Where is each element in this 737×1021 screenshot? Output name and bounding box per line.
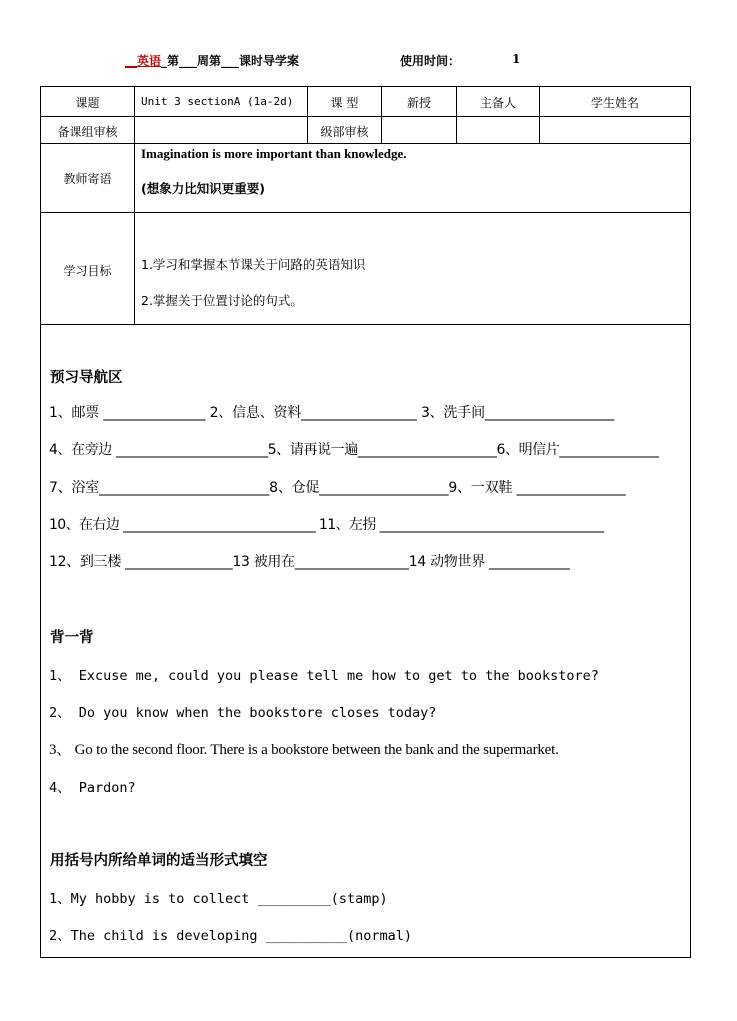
recite-sentence-3: 3、 Go to the second floor. There is a bookstore between the bank and the supermarket.: [49, 742, 559, 758]
recite-sentence-2: 2、 Do you know when the bookstore closes today?: [49, 705, 437, 721]
subject-label: __英语: [125, 54, 162, 68]
vocab-line-3: 7、浴室_________________________8、仓促___________________9、一双鞋 ________________: [49, 480, 626, 496]
topic-label: 课题: [75, 96, 100, 110]
vocab-line-5: 12、到三楼 ________________13 被用在_________________14 动物世界 ____________: [49, 554, 570, 570]
teacher-quote-cn: (想象力比知识更重要): [141, 181, 265, 196]
group-review-label: 备课组审核: [57, 125, 118, 139]
learning-goal-2: 2.掌握关于位置讨论的句式。: [141, 293, 303, 308]
page-number: 1: [512, 52, 521, 66]
vocab-line-4: 10、在右边 ______________________________ 11、左拐 ___________________________________: [49, 517, 604, 533]
preview-title: 预习导航区: [50, 370, 123, 386]
vocab-line-2: 4、在旁边 _______________________5、请再说一遍_____________________6、明信片_______________: [49, 442, 659, 458]
page-header: [125, 52, 521, 69]
recite-sentence-1: 1、 Excuse me, could you please tell me how to get to the bookstore?: [49, 668, 599, 684]
topic-value: Unit 3 sectionA (1a-2d): [141, 95, 294, 108]
learning-goal-label: 学习目标: [63, 264, 112, 278]
fill-item-1: 1、My hobby is to collect _________(stamp): [49, 891, 388, 907]
student-name-label: 学生姓名: [590, 96, 639, 110]
teacher-quote-en: Imagination is more important than knowledge.: [141, 146, 407, 161]
learning-goal-1: 1.学习和掌握本节课关于问路的英语知识: [141, 257, 366, 272]
teacher-message-label: 教师寄语: [63, 172, 112, 186]
fill-item-2: 2、The child is developing __________(normal): [49, 928, 412, 944]
use-time-label: 使用时间：: [400, 54, 461, 68]
host-label: 主备人: [479, 96, 516, 110]
vocab-line-1: 1、邮票 _______________ 2、信息、资料_________________ 3、洗手间___________________: [49, 405, 615, 421]
recite-title: 背一背: [50, 630, 94, 646]
recite-sentence-4: 4、 Pardon?: [49, 780, 136, 796]
header-title: _第___周第___课时导学案: [161, 54, 300, 68]
type-value: 新授: [406, 96, 431, 110]
grade-review-label: 级部审核: [320, 125, 369, 139]
type-label: 课 型: [330, 96, 359, 110]
fill-title: 用括号内所给单词的适当形式填空: [50, 853, 268, 869]
